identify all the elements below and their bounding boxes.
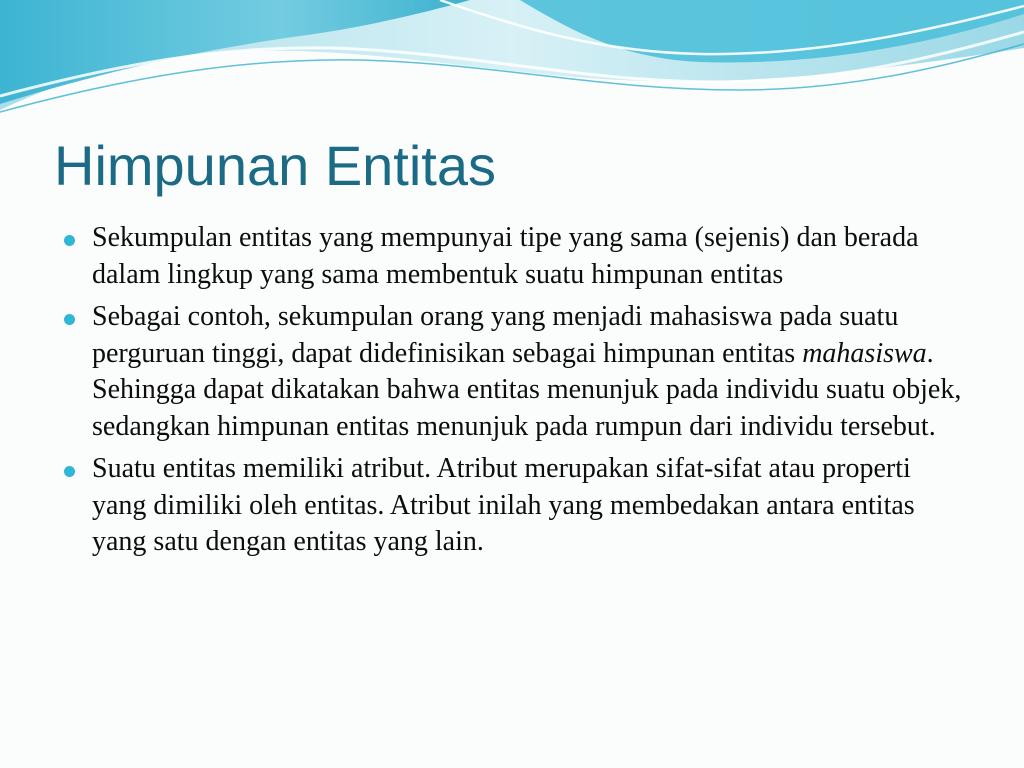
bullet-text-emphasis: mahasiswa: [802, 337, 927, 369]
bullet-text-before: Sebagai contoh, sekumpulan orang yang menjadi mahasiswa pada suatu perguruan tinggi, dapat didefinisikan sebagai himpunan entitas: [92, 301, 899, 369]
bullet-text-after: . Sehingga dapat dikatakan bahwa entitas menunjuk pada individu suatu objek, sedangkan himpunan entitas menunjuk pada rumpun dari individu tersebut.: [92, 337, 962, 442]
bullet-text: Sekumpulan entitas yang mempunyai tipe yang sama (sejenis) dan berada dalam lingkup yang sama membentuk suatu himpunan entitas: [92, 222, 919, 290]
bullet-list: [62, 220, 962, 567]
bullet-item-1: [62, 220, 962, 293]
slide-title: Himpunan Entitas: [54, 134, 497, 197]
bullet-dot-icon: [64, 314, 75, 325]
bullet-item-3: [62, 451, 962, 561]
bullet-dot-icon: [64, 466, 75, 477]
bullet-dot-icon: [64, 235, 75, 246]
header-wave-decoration: [0, 0, 1024, 120]
bullet-item-2: [62, 299, 962, 445]
bullet-text: Suatu entitas memiliki atribut. Atribut merupakan sifat-sifat atau properti yang dimiliki oleh entitas. Atribut inilah yang membedakan antara entitas yang satu dengan entitas yang lain.: [92, 453, 915, 557]
